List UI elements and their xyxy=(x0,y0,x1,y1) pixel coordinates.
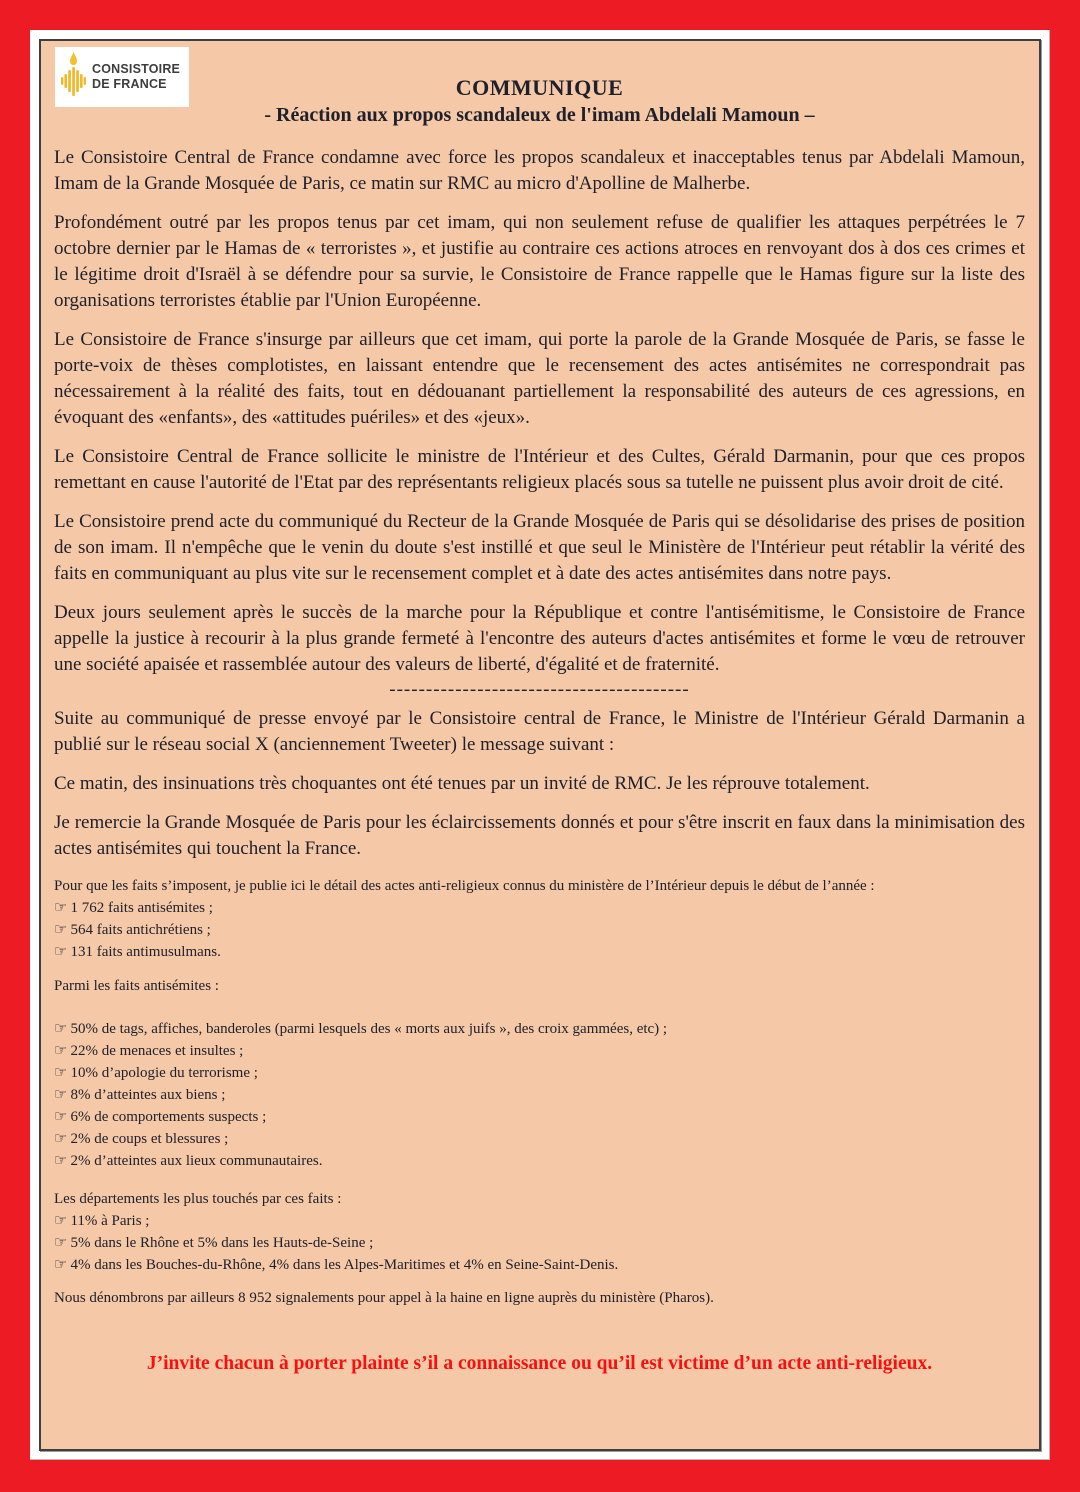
breakdown-lieux: 2% d’atteintes aux lieux communautaires. xyxy=(70,1153,323,1169)
pointing-hand-icon: ☞ xyxy=(54,1151,68,1169)
stats-intro: Pour que les faits s’imposent, je publie ici le détail des actes anti-religieux connus du ministère de l’Intérieur depuis le début de l’année : xyxy=(54,878,875,894)
breakdown-list xyxy=(54,1018,1025,1172)
pointing-hand-icon: ☞ xyxy=(54,898,68,916)
pharos-note: Nous dénombrons par ailleurs 8 952 signalements pour appel à la haine en ligne auprès du ministère (Pharos). xyxy=(54,1290,714,1306)
pointing-hand-icon: ☞ xyxy=(54,920,68,938)
document-subtitle: - Réaction aux propos scandaleux de l'imam Abdelali Mamoun – xyxy=(264,104,815,126)
paragraph-outrage: Profondément outré par les propos tenus par cet imam, qui non seulement refuse de qualifier les attaques perpétrées le 7 octobre dernier par le Hamas de « terroristes », et justifie au contraire ces actions atroces en renvoyant dos à dos ces crimes et le légitime droit d'Israël à se défendre pour sa survie, le Consistoire de France rappelle que le Hamas figure sur la liste des organisations terroristes établie par l'Union Européenne. xyxy=(54,212,1025,311)
breakdown-tags: 50% de tags, affiches, banderoles (parmi lesquels des « morts aux juifs », des croix gammées, etc) ; xyxy=(70,1021,668,1037)
dept-paris: 11% à Paris ; xyxy=(70,1213,150,1229)
breakdown-coups: 2% de coups et blessures ; xyxy=(70,1131,229,1147)
act-count-antimuslim: 131 faits antimusulmans. xyxy=(70,944,221,960)
pointing-hand-icon: ☞ xyxy=(54,1019,68,1037)
dashed-separator: ----------------------------------------- xyxy=(389,679,690,700)
dept-bouches: 4% dans les Bouches-du-Rhône, 4% dans les Alpes-Maritimes et 4% en Seine-Saint-Denis. xyxy=(70,1257,619,1273)
acts-list xyxy=(54,897,1025,963)
logo-line1: CONSISTOIRE xyxy=(92,62,181,77)
consistoire-logo xyxy=(55,47,189,107)
act-count-antisemitic: 1 762 faits antisémites ; xyxy=(70,900,213,916)
paragraph-minister-reply-intro: Suite au communiqué de presse envoyé par le Consistoire central de France, le Ministre de l'Intérieur Gérald Darmanin a publié sur le réseau social X (anciennement Tweeter) le message suivant : xyxy=(54,708,1025,755)
document-header xyxy=(54,45,1025,145)
list-item xyxy=(54,1062,1025,1084)
paragraph-condemnation: Le Consistoire Central de France condamne avec force les propos scandaleux et inacceptables tenus par Abdelali Mamoun, Imam de la Grande Mosquée de Paris, ce matin sur RMC au micro d'Apolline de Malherbe. xyxy=(54,147,1025,194)
breakdown-menaces: 22% de menaces et insultes ; xyxy=(70,1043,244,1059)
paragraph-minister-quote2: Je remercie la Grande Mosquée de Paris pour les éclaircissements donnés et pour s'être inscrit en faux dans la minimisation des actes antisémites qui touchent la France. xyxy=(54,812,1025,859)
pointing-hand-icon: ☞ xyxy=(54,1085,68,1103)
list-item xyxy=(54,1084,1025,1106)
paragraph-rector: Le Consistoire prend acte du communiqué du Recteur de la Grande Mosquée de Paris qui se désolidarise des prises de position de son imam. Il n'empêche que le venin du doute s'est instillé et que seul le Ministère de l'Intérieur peut rétablir la vérité des faits en communiquant au plus vite sur le recensement complet et à date des actes antisémites dans notre pays. xyxy=(54,511,1025,584)
list-item xyxy=(54,941,1025,963)
breakdown-comportements: 6% de comportements suspects ; xyxy=(70,1109,267,1125)
breakdown-apologie: 10% d’apologie du terrorisme ; xyxy=(70,1065,258,1081)
paragraph-minister-quote1: Ce matin, des insinuations très choquantes ont été tenues par un invité de RMC. Je les réprouve totalement. xyxy=(54,773,870,794)
act-count-antichristian: 564 faits antichrétiens ; xyxy=(70,922,211,938)
list-item xyxy=(54,1018,1025,1040)
list-item xyxy=(54,919,1025,941)
title-block xyxy=(54,45,1025,127)
document-page xyxy=(39,39,1041,1451)
page-frame xyxy=(30,30,1050,1460)
list-item xyxy=(54,1040,1025,1062)
call-to-action: J’invite chacun à porter plainte s’il a connaissance ou qu’il est victime d’un acte anti-religieux. xyxy=(146,1353,933,1374)
list-item xyxy=(54,1254,1025,1276)
list-item xyxy=(54,1210,1025,1232)
pointing-hand-icon: ☞ xyxy=(54,1211,68,1229)
list-item xyxy=(54,1128,1025,1150)
breakdown-biens: 8% d’atteintes aux biens ; xyxy=(70,1087,226,1103)
paragraph-minister-request: Le Consistoire Central de France sollicite le ministre de l'Intérieur et des Cultes, Gérald Darmanin, pour que ces propos remettant en cause l'autorité de l'Etat par des représentants religieux placés sous sa tutelle ne puissent plus avoir droit de cité. xyxy=(54,446,1025,493)
pointing-hand-icon: ☞ xyxy=(54,1063,68,1081)
paragraph-justice: Deux jours seulement après le succès de la marche pour la République et contre l'antisémitisme, le Consistoire de France appelle la justice à recourir à la plus grande fermeté à l'encontre des auteurs d'actes antisémites et forme le vœu de retrouver une société apaisée et rassemblée autour des valeurs de liberté, d'égalité et de fraternité. xyxy=(54,602,1025,675)
pointing-hand-icon: ☞ xyxy=(54,1233,68,1251)
list-item xyxy=(54,1232,1025,1254)
statistics-section xyxy=(54,876,1025,1309)
logo-text xyxy=(92,62,180,92)
dept-rhone: 5% dans le Rhône et 5% dans les Hauts-de-Seine ; xyxy=(70,1235,374,1251)
document-title: COMMUNIQUE xyxy=(455,75,624,100)
pointing-hand-icon: ☞ xyxy=(54,1255,68,1273)
departments-heading: Les départements les plus touchés par ces faits : xyxy=(54,1191,342,1207)
list-item xyxy=(54,1150,1025,1172)
list-item xyxy=(54,897,1025,919)
pointing-hand-icon: ☞ xyxy=(54,1041,68,1059)
pointing-hand-icon: ☞ xyxy=(54,1107,68,1125)
breakdown-heading: Parmi les faits antisémites : xyxy=(54,978,219,994)
candle-flame-icon xyxy=(60,50,87,105)
departments-list xyxy=(54,1210,1025,1276)
pointing-hand-icon: ☞ xyxy=(54,1129,68,1147)
pointing-hand-icon: ☞ xyxy=(54,942,68,960)
logo-line2: DE FRANCE xyxy=(92,77,167,91)
list-item xyxy=(54,1106,1025,1128)
paragraph-conspiracy: Le Consistoire de France s'insurge par ailleurs que cet imam, qui porte la parole de la Grande Mosquée de Paris, se fasse le porte-voix de thèses complotistes, en laissant entendre que le recensement des actes antisémites ne correspondrait pas nécessairement à la réalité des faits, tout en dédouanant partiellement la responsabilité des auteurs de ces agressions, en évoquant des «enfants», des «attitudes puériles» et des «jeux». xyxy=(54,329,1025,428)
